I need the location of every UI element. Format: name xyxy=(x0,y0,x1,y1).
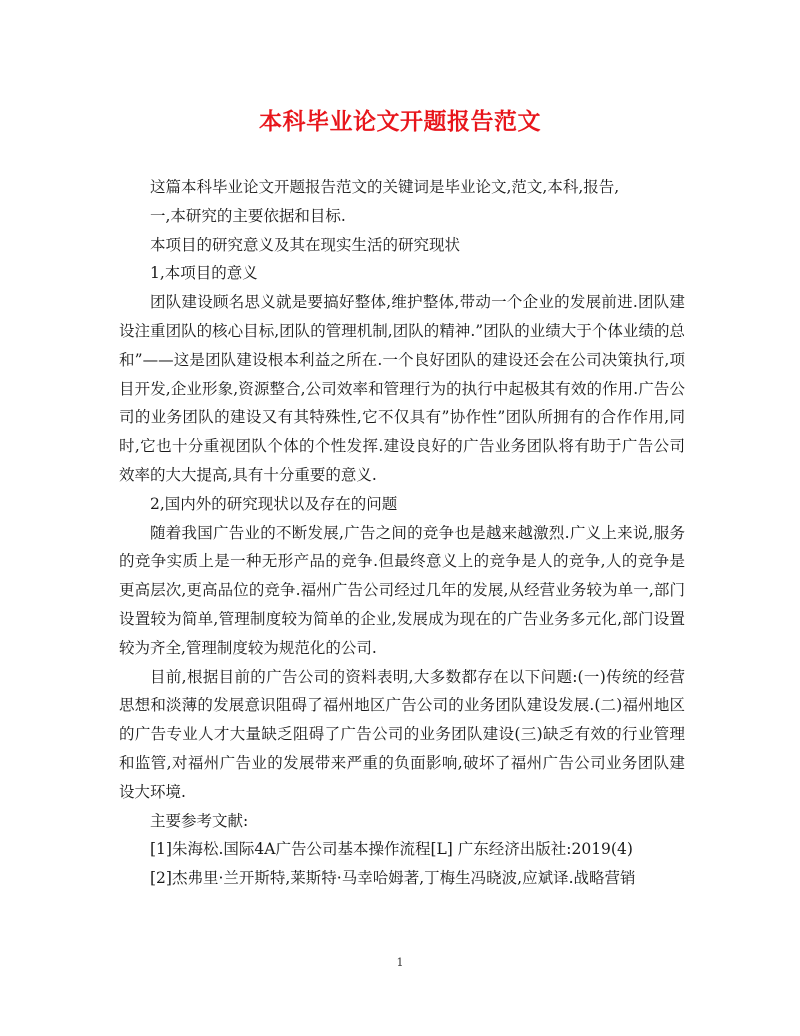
references-heading: 主要参考文献: xyxy=(150,811,249,830)
paragraph-competition: 随着我国广告业的不断发展,广告之间的竞争也是越来越激烈.广义上来说,服务的竞争实质上是一种无形产品的竞争.但最终意义上的竞争是人的竞争,人的竞争是更高层次,更高品位的竞争.福州广告公司经过几年的发展,从经营业务较为单一,部门设置较为简单,管理制度较为简单的企业,发展成为现在的广告业务多元化,部门设置较为齐全,管理制度较为规范化的公司. xyxy=(119,523,685,657)
section-heading-basis: 一,本研究的主要依据和目标. xyxy=(150,206,346,225)
paragraph-team-building: 团队建设顾名思义就是要搞好整体,维护整体,带动一个企业的发展前进.团队建设注重团队的核心目标,团队的管理机制,团队的精神.”团队的业绩大于个体业绩的总和”——这是团队建设根本利益之所在.一个良好团队的建设还会在公司决策执行,项目开发,企业形象,资源整合,公司效率和管理行为的执行中起极其有效的作用.广告公司的业务团队的建设又有其特殊性,它不仅具有”协作性”团队所拥有的合作作用,同时,它也十分重视团队个体的个性发挥.建设良好的广告业务团队将有助于广告公司效率的大大提高,具有十分重要的意义. xyxy=(119,293,685,484)
document-body xyxy=(119,173,685,893)
reference-item: [1]朱海松.国际4A广告公司基本操作流程[L] 广东经济出版社:2019(4) xyxy=(150,840,633,859)
subsection-heading-project-significance: 1,本项目的意义 xyxy=(150,264,258,283)
keywords-paragraph: 这篇本科毕业论文开题报告范文的关键词是毕业论文,范文,本科,报告, xyxy=(150,178,620,196)
document-title: 本科毕业论文开题报告范文 xyxy=(259,109,541,135)
paragraph-problems: 目前,根据目前的广告公司的资料表明,大多数都存在以下问题:(一)传统的经营思想和淡薄的发展意识阻碍了福州地区广告公司的业务团队建设发展.(二)福州地区的广告专业人才大量缺乏阻碍了广告公司的业务团队建设(三)缺乏有效的行业管理和监管,对福州广告业的发展带来严重的负面影响,破坏了福州广告公司业务团队建设大环境. xyxy=(119,667,685,801)
page-number: 1 xyxy=(396,956,404,969)
reference-item: [2]杰弗里·兰开斯特,莱斯特·马幸哈姆著,丁梅生冯晓波,应斌译.战略营销 xyxy=(150,869,636,888)
subsection-heading-significance-status: 本项目的研究意义及其在现实生活的研究现状 xyxy=(150,235,461,254)
subsection-heading-research-status: 2,国内外的研究现状以及存在的问题 xyxy=(150,494,398,513)
